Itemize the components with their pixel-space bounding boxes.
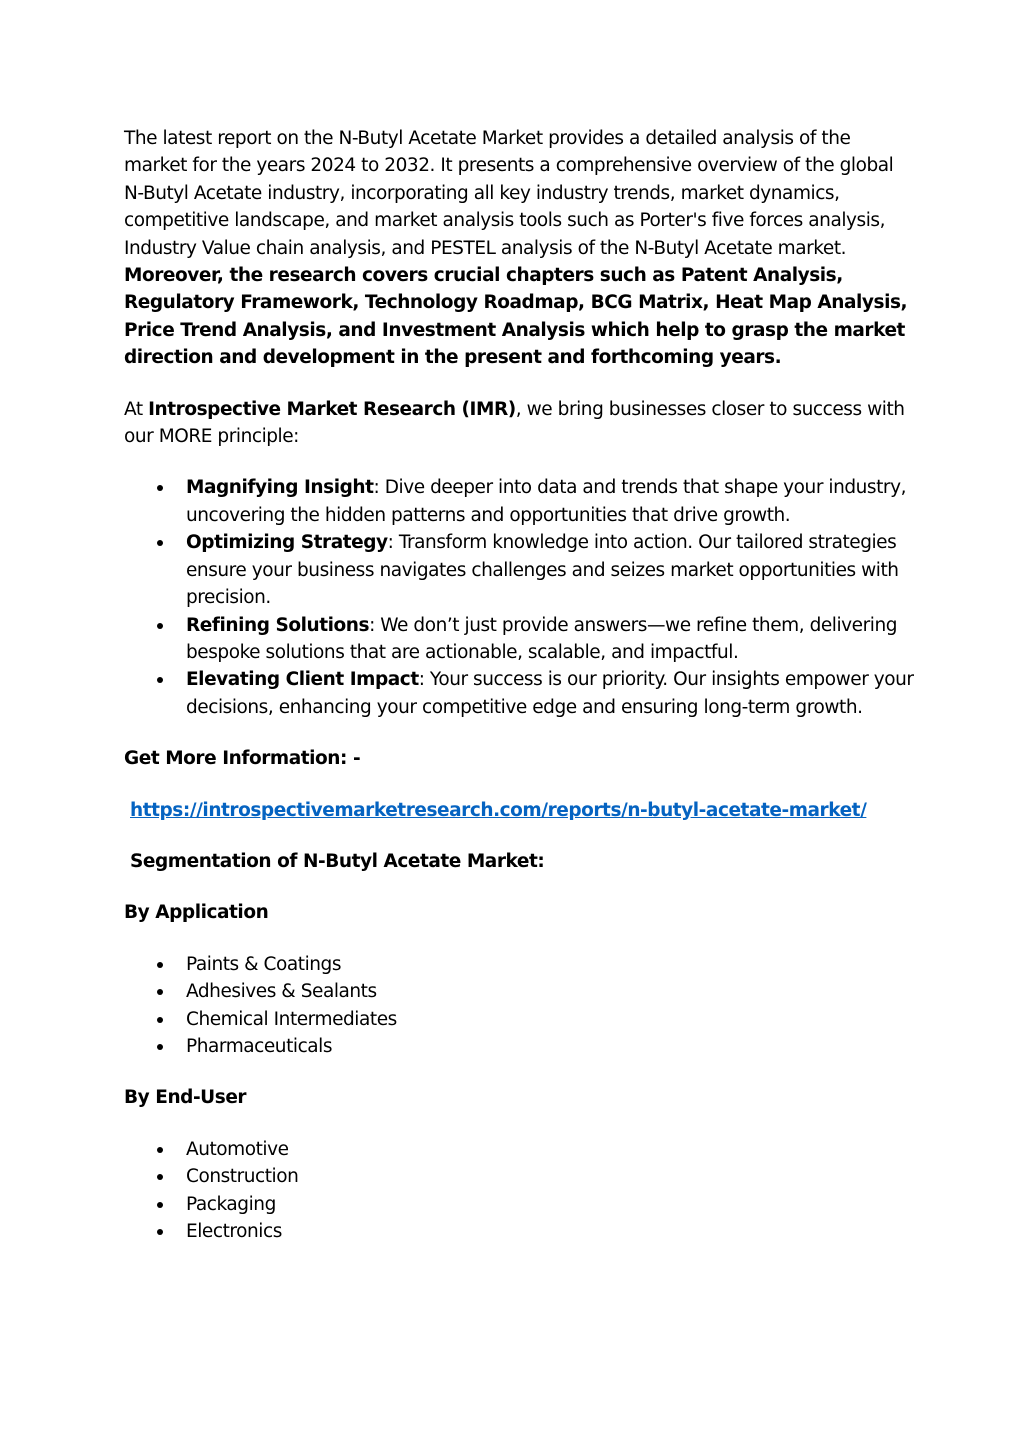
segmentation-heading: Segmentation of N-Butyl Acetate Market: <box>130 850 545 872</box>
intro-bold-text: Moreover, the research covers crucial chapters such as Patent Analysis, Regulatory Framework, Technology Roadmap, BCG Matrix, Heat Map Analysis, Price Trend Analysis, and Investment Analysis which help to grasp the market direction and development in the present and forthcoming years. <box>124 265 908 369</box>
principle-item <box>124 474 914 529</box>
principle-text: : Your success is our priority. Our insights empower your decisions, enhancing your competitive edge and ensuring long-term growth. <box>186 669 914 718</box>
imr-prefix: At <box>124 398 149 420</box>
application-item: Paints & Coatings <box>124 951 914 978</box>
principle-item <box>124 612 914 667</box>
application-item: Adhesives & Sealants <box>124 978 914 1005</box>
report-link-row <box>124 797 914 824</box>
principle-title: Elevating Client Impact <box>186 669 419 691</box>
imr-paragraph <box>124 396 914 451</box>
document-body <box>124 125 914 1269</box>
principle-text: : Dive deeper into data and trends that shape your industry, uncovering the hidden patterns and opportunities that drive growth. <box>186 477 907 526</box>
report-link[interactable]: https://introspectivemarketresearch.com/reports/n-butyl-acetate-market/ <box>130 799 867 821</box>
by-end-user-heading: By End-User <box>124 1087 247 1109</box>
more-info-heading: Get More Information: - <box>124 748 361 770</box>
application-item: Pharmaceuticals <box>124 1033 914 1060</box>
principle-text: : Transform knowledge into action. Our tailored strategies ensure your business navigates challenges and seizes market opportunities with precision. <box>186 532 899 609</box>
principles-list <box>124 474 914 721</box>
end-user-item: Electronics <box>124 1218 914 1245</box>
imr-company-name: Introspective Market Research (IMR) <box>148 398 516 420</box>
principle-item <box>124 529 914 611</box>
principle-title: Refining Solutions <box>186 614 370 636</box>
application-item: Chemical Intermediates <box>124 1006 914 1033</box>
intro-text: The latest report on the N-Butyl Acetate Market provides a detailed analysis of the market for the years 2024 to 2032. It presents a comprehensive overview of the global N-Butyl Acetate industry, incorporating all key industry trends, market dynamics, competitive landscape, and market analysis tools such as Porter's five forces analysis, Industry Value chain analysis, and PESTEL analysis of the N-Butyl Acetate market. <box>124 128 894 259</box>
application-list <box>124 951 914 1061</box>
principle-item <box>124 666 914 721</box>
end-user-list <box>124 1136 914 1246</box>
imr-suffix: , we bring businesses closer to success with our MORE principle: <box>124 398 905 448</box>
end-user-item: Construction <box>124 1163 914 1190</box>
principle-text: : We don’t just provide answers—we refine them, delivering bespoke solutions that are actionable, scalable, and impactful. <box>186 614 898 663</box>
end-user-item: Packaging <box>124 1191 914 1218</box>
by-application-heading: By Application <box>124 902 269 924</box>
principle-title: Optimizing Strategy <box>186 532 388 554</box>
principle-title: Magnifying Insight <box>186 477 374 499</box>
intro-paragraph <box>124 125 914 372</box>
end-user-item: Automotive <box>124 1136 914 1163</box>
